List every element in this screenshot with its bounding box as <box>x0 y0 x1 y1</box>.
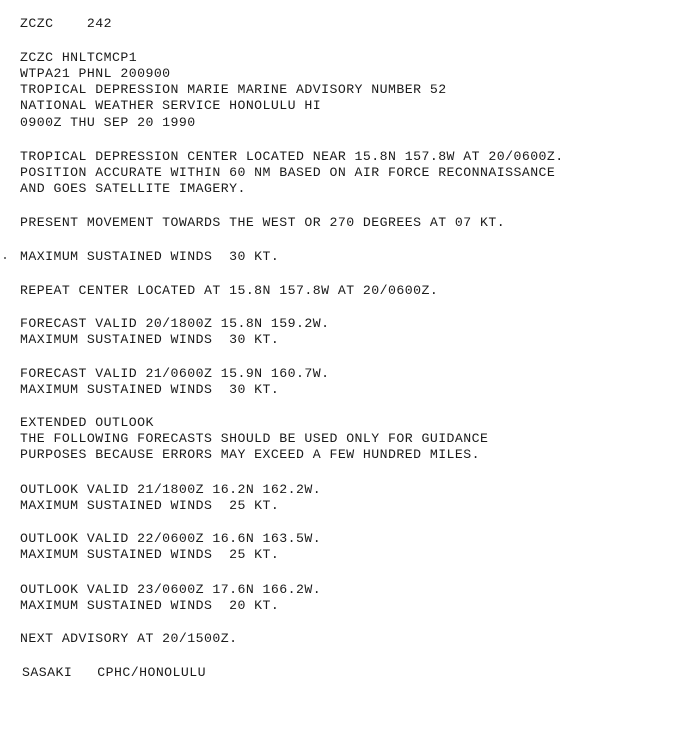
extended-outlook-text-1: THE FOLLOWING FORECASTS SHOULD BE USED ONLY FOR GUIDANCE <box>20 431 489 446</box>
outlook-3-winds: MAXIMUM SUSTAINED WINDS 20 KT. <box>20 598 280 613</box>
forecast-2-valid: FORECAST VALID 21/0600Z 15.9N 160.7W. <box>20 366 330 381</box>
forecast-1-valid: FORECAST VALID 20/1800Z 15.8N 159.2W. <box>20 316 330 331</box>
issuing-office: NATIONAL WEATHER SERVICE HONOLULU HI <box>20 98 322 113</box>
scan-speck <box>4 257 6 259</box>
outlook-1-valid: OUTLOOK VALID 21/1800Z 16.2N 162.2W. <box>20 482 322 497</box>
signature-line: SASAKI CPHC/HONOLULU <box>22 665 207 680</box>
repeat-center-line: REPEAT CENTER LOCATED AT 15.8N 157.8W AT 20/0600Z. <box>20 283 439 298</box>
extended-outlook-text-2: PURPOSES BECAUSE ERRORS MAY EXCEED A FEW HUNDRED MILES. <box>20 447 481 462</box>
center-line-3: AND GOES SATELLITE IMAGERY. <box>20 181 246 196</box>
outlook-1-winds: MAXIMUM SUSTAINED WINDS 25 KT. <box>20 498 280 513</box>
advisory-title: TROPICAL DEPRESSION MARIE MARINE ADVISORY NUMBER 52 <box>20 82 447 97</box>
outlook-2-valid: OUTLOOK VALID 22/0600Z 16.6N 163.5W. <box>20 531 322 546</box>
outlook-2-winds: MAXIMUM SUSTAINED WINDS 25 KT. <box>20 547 280 562</box>
preamble-line-1: ZCZC HNLTCMCP1 <box>20 50 138 65</box>
forecast-2-winds: MAXIMUM SUSTAINED WINDS 30 KT. <box>20 382 280 397</box>
preamble-line-2: WTPA21 PHNL 200900 <box>20 66 171 81</box>
max-winds-line: MAXIMUM SUSTAINED WINDS 30 KT. <box>20 249 280 264</box>
forecast-1-winds: MAXIMUM SUSTAINED WINDS 30 KT. <box>20 332 280 347</box>
center-line-1: TROPICAL DEPRESSION CENTER LOCATED NEAR 15.8N 157.8W AT 20/0600Z. <box>20 149 564 164</box>
header-line: ZCZC 242 <box>20 16 113 31</box>
next-advisory-line: NEXT ADVISORY AT 20/1500Z. <box>20 631 238 646</box>
outlook-3-valid: OUTLOOK VALID 23/0600Z 17.6N 166.2W. <box>20 582 322 597</box>
movement-line: PRESENT MOVEMENT TOWARDS THE WEST OR 270 DEGREES AT 07 KT. <box>20 215 506 230</box>
extended-outlook-heading: EXTENDED OUTLOOK <box>20 415 154 430</box>
center-line-2: POSITION ACCURATE WITHIN 60 NM BASED ON AIR FORCE RECONNAISSANCE <box>20 165 556 180</box>
issue-time: 0900Z THU SEP 20 1990 <box>20 115 196 130</box>
